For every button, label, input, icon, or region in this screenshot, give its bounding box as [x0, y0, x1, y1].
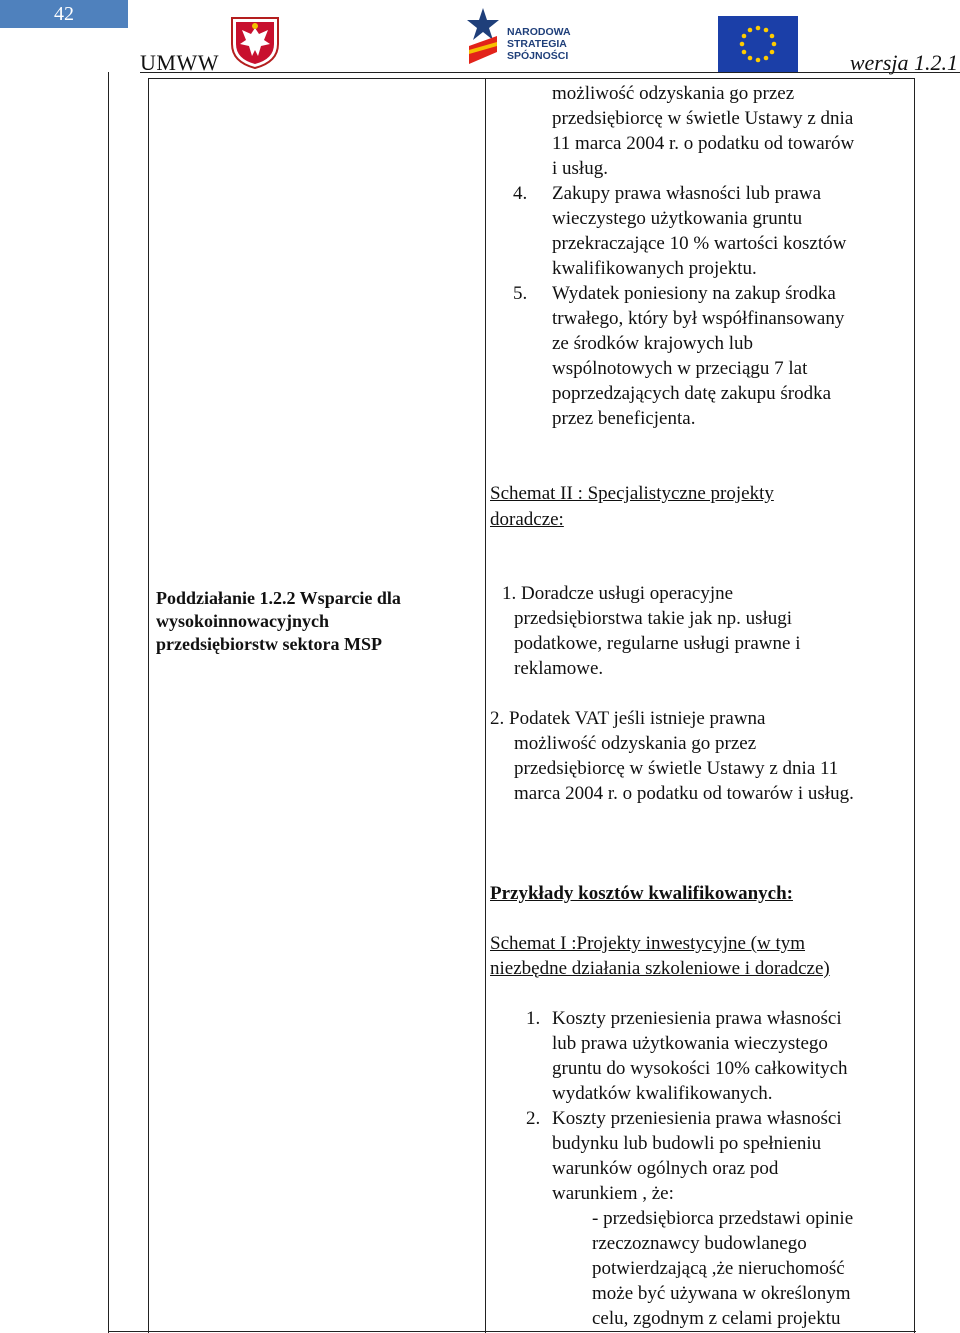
eu-flag-icon — [718, 16, 798, 72]
schemat-1-heading: Schemat I :Projekty inwestycyjne (w tym — [490, 933, 806, 954]
list-item-continuation-line: i usług. — [552, 158, 608, 179]
list-item-line: lub prawa użytkowania wieczystego — [552, 1033, 828, 1054]
list-item-line: możliwość odzyskania go przez — [514, 733, 757, 754]
list-item-line: wieczystego użytkowania gruntu — [552, 208, 803, 229]
list-item-line: gruntu do wysokości 10% całkowitych — [552, 1058, 848, 1079]
list-item-line: wydatków kwalifikowanych. — [552, 1083, 773, 1104]
list-item-line: budynku lub budowli po spełnieniu — [552, 1133, 822, 1154]
list-item-line: przedsiębiorcę w świetle Ustawy z dnia 11 — [514, 758, 839, 779]
sub-list-line: potwierdzającą ,że nieruchomość — [592, 1258, 845, 1279]
list-item-line: warunków ogólnych oraz pod — [552, 1158, 779, 1179]
list-item-line: wspólnotowych w przeciągu 7 lat — [552, 358, 808, 379]
table-border-bottom — [108, 1331, 916, 1332]
schemat-1-heading-cont: niezbędne działania szkoleniowe i doradcze) — [490, 958, 830, 979]
subaction-title: wysokoinnowacyjnych — [156, 611, 330, 631]
list-item-line: kwalifikowanych projektu. — [552, 258, 757, 279]
table-column-divider — [485, 78, 486, 1333]
page-number: 42 — [0, 0, 128, 28]
list-item-line: ze środków krajowych lub — [552, 333, 754, 354]
table-border-left — [108, 72, 109, 1333]
table-border-top — [148, 78, 915, 79]
header-rule — [140, 72, 960, 73]
list-item-line: przekraczające 10 % wartości kosztów — [552, 233, 847, 254]
list-item-line: poprzedzających datę zakupu środka — [552, 383, 832, 404]
list-item-line: Koszty przeniesienia prawa własności — [552, 1008, 842, 1029]
list-item-continuation-line: przedsiębiorcę w świetle Ustawy z dnia — [552, 108, 854, 129]
sub-list-line: celu, zgodnym z celami projektu — [592, 1308, 841, 1329]
narodowa-strategia-spojnosci-logo — [463, 6, 613, 68]
sub-list-line: - przedsiębiorca przedstawi opinie — [592, 1208, 854, 1229]
list-item-line: Koszty przeniesienia prawa własności — [552, 1108, 842, 1129]
list-item-line: 2. Podatek VAT jeśli istnieje prawna — [490, 708, 766, 729]
list-item-line: warunkiem , że: — [552, 1183, 674, 1204]
subaction-title: Poddziałanie 1.2.2 Wsparcie dla — [156, 588, 401, 608]
list-item-continuation-line: możliwość odzyskania go przez — [552, 83, 795, 104]
sub-list-line: może być używana w określonym — [592, 1283, 851, 1304]
list-item-line: podatkowe, regularne usługi prawne i — [514, 633, 801, 654]
list-item-line: Zakupy prawa własności lub prawa — [552, 183, 822, 204]
list-item-number: 5. — [513, 283, 528, 304]
header-version: wersja 1.2.1 — [849, 50, 958, 75]
list-item-line: przez beneficjenta. — [552, 408, 696, 429]
list-item-line: Wydatek poniesiony na zakup środka — [552, 283, 836, 304]
sub-list-line: rzeczoznawcy budowlanego — [592, 1233, 807, 1254]
nss-logo-line1: NARODOWA — [507, 26, 571, 38]
list-item-number: 1. — [526, 1008, 541, 1029]
schemat-2-heading-cont: doradcze: — [490, 509, 564, 530]
list-item-continuation-line: 11 marca 2004 r. o podatku od towarów — [552, 133, 855, 154]
table-border-left-inner — [148, 78, 149, 1333]
list-item-line: 1. Doradcze usługi operacyjne — [502, 583, 734, 604]
nss-logo-line2: STRATEGIA SPÓJNOŚCI — [507, 38, 569, 62]
table-border-right — [914, 78, 915, 1333]
examples-heading: Przykłady kosztów kwalifikowanych: — [490, 883, 793, 904]
schemat-2-heading: Schemat II : Specjalistyczne projekty — [490, 483, 774, 504]
list-item-line: trwałego, który był współfinansowany — [552, 308, 845, 329]
nss-mark-icon — [463, 6, 503, 68]
wielkopolska-coat-of-arms-icon — [228, 14, 282, 70]
list-item-line: reklamowe. — [514, 658, 604, 679]
subaction-title: przedsiębiorstw sektora MSP — [156, 634, 382, 654]
header-left-title: UMWW — [140, 50, 219, 75]
list-item-line: przedsiębiorstwa takie jak np. usługi — [514, 608, 793, 629]
list-item-number: 4. — [513, 183, 528, 204]
list-item-number: 2. — [526, 1108, 541, 1129]
list-item-line: marca 2004 r. o podatku od towarów i usług. — [514, 783, 854, 804]
